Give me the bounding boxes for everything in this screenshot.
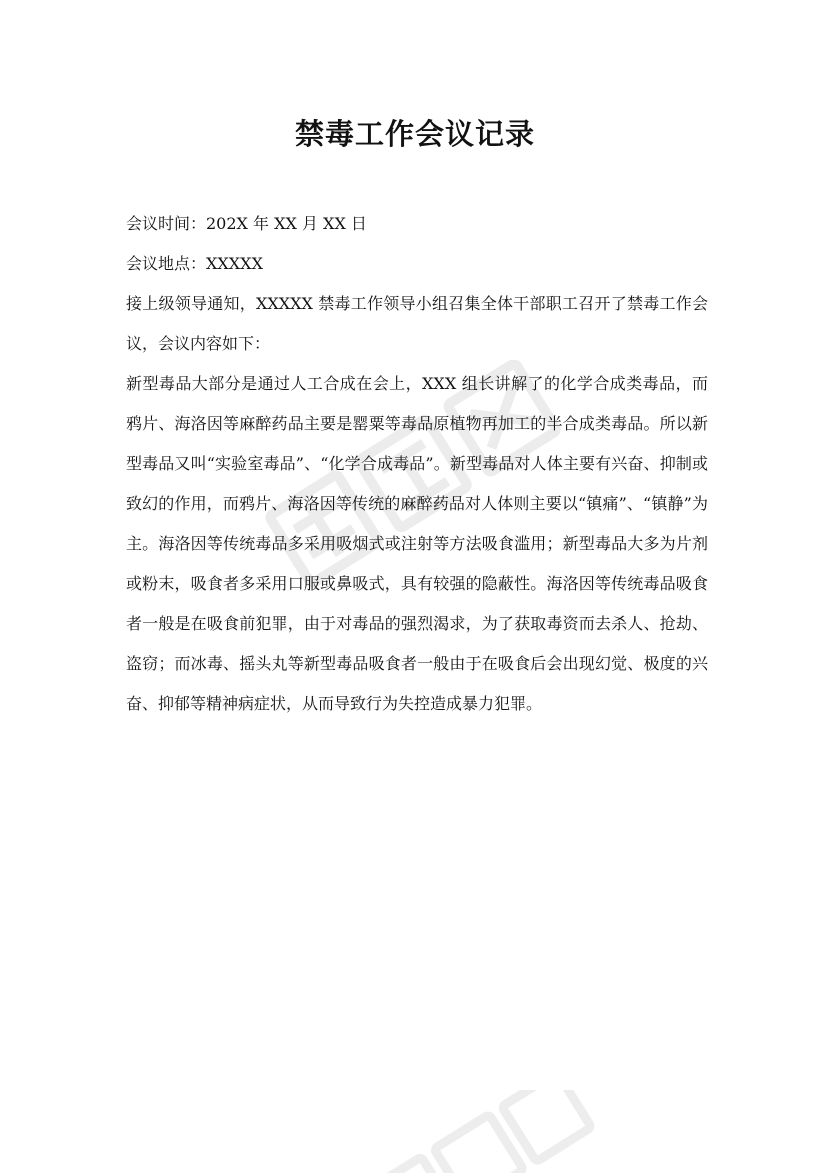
- watermark-logo-bottom: [330, 1090, 610, 1173]
- meeting-time: 会议时间：202X 年 XX 月 XX 日: [126, 214, 367, 233]
- body-paragraph: 新型毒品大部分是通过人工合成在会上，XXX 组长讲解了的化学合成类毒品，而鸦片、海洛因等麻醉药品主要是罂粟等毒品原植物再加工的半合成类毒品。所以新型毒品又叫“实验室毒品”、“化学合成毒品”。新型毒品对人体主要有兴奋、抑制或致幻的作用，而鸦片、海洛因等传统的麻醉药品对人体则主要以“镇痛”、“镇静”为主。海洛因等传统毒品多采用吸烟式或注射等方法吸食滥用；新型毒品大多为片剂或粉末，吸食者多采用口服或鼻吸式，具有较强的隐蔽性。海洛因等传统毒品吸食者一般是在吸食前犯罪，由于对毒品的强烈渴求，为了获取毒资而去杀人、抢劫、盗窃；而冰毒、摇头丸等新型毒品吸食者一般由于在吸食后会出现幻觉、极度的兴奋、抑郁等精神病症状，从而导致行为失控造成暴力犯罪。: [126, 374, 708, 713]
- intro-paragraph: 接上级领导通知，XXXXX 禁毒工作领导小组召集全体干部职工召开了禁毒工作会议，会议内容如下：: [126, 294, 708, 353]
- meeting-place: 会议地点：XXXXX: [126, 254, 263, 273]
- document-body: [126, 214, 708, 734]
- document-title: 禁毒工作会议记录: [294, 117, 535, 151]
